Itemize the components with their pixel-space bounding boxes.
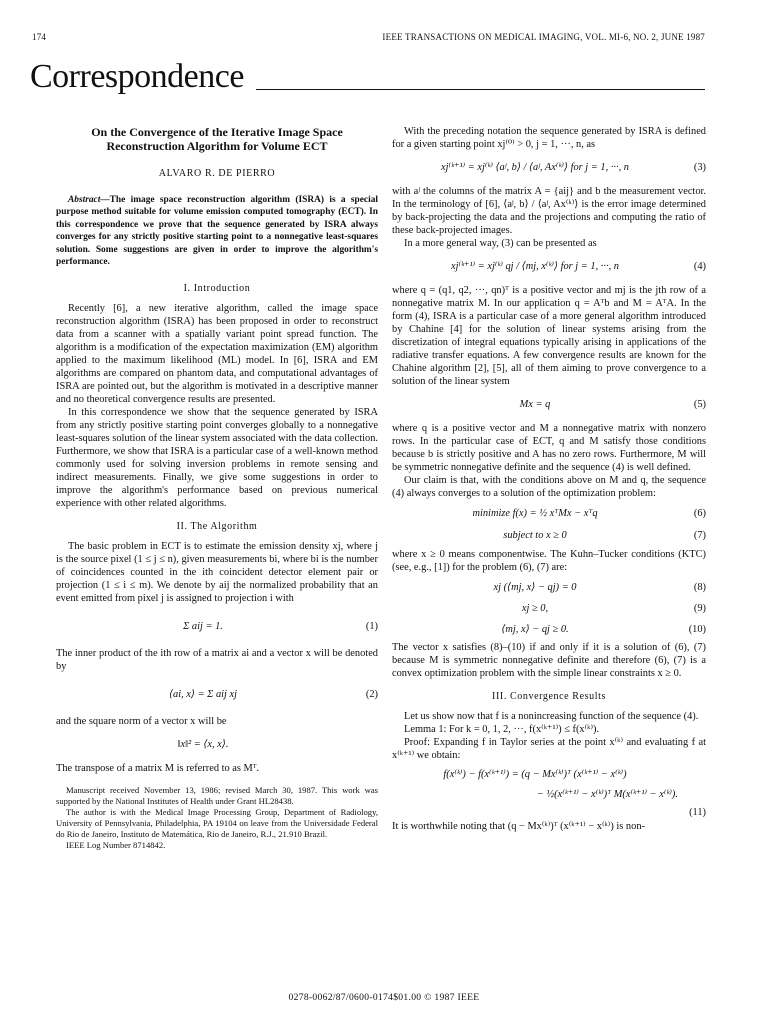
equation-7 <box>392 526 706 544</box>
equation-11a <box>392 766 706 782</box>
equation-body: subject to x ≥ 0 <box>503 530 567 541</box>
paragraph: The transpose of a matrix M is referred to as Mᵀ. <box>56 763 260 775</box>
right-column <box>392 125 706 833</box>
equation-number: (10) <box>688 624 706 635</box>
paragraph: and the square norm of a vector x will be <box>56 716 227 728</box>
heading-convergence: III. Convergence Results <box>492 691 606 702</box>
equation-body: Mx = q <box>519 399 551 410</box>
equation-number: (7) <box>693 530 706 541</box>
lemma: Lemma 1: For k = 0, 1, 2, ···, f(x⁽ᵏ⁺¹⁾) ≤ f(x⁽ᵏ⁾). <box>404 724 600 735</box>
article-title: On the Convergence of the Iterative Image Space Reconstruction Algorithm for Volume ECT <box>91 125 343 153</box>
equation-2 <box>56 677 378 711</box>
equation-body: xj⁽ᵏ⁺¹⁾ = xj⁽ᵏ⁾ ⟨aʲ, b⟩ / ⟨aʲ, Ax⁽ᵏ⁾⟩ for j = 1, ···, n <box>441 162 629 173</box>
equation-body: ⟨mj, x⟩ − qj ≥ 0. <box>501 624 569 635</box>
equation-3 <box>392 155 706 181</box>
abstract-label: Abstract <box>68 195 101 205</box>
abstract <box>56 194 378 268</box>
paragraph: The vector x satisfies (8)–(10) if and only if it is a solution of (6), (7) because M is symmetric nonnegative definite and therefore (6), (7) is a convex optimization problem with the simple linear constraints x ≥ 0. <box>392 642 706 679</box>
equation-body: − ½(x⁽ᵏ⁺¹⁾ − x⁽ᵏ⁾)ᵀ M(x⁽ᵏ⁺¹⁾ − x⁽ᵏ⁾). <box>536 789 678 800</box>
equation-number: (4) <box>693 261 706 272</box>
equation-number: (1) <box>365 621 378 633</box>
equation-6 <box>392 504 706 522</box>
copyright-footer: 0278-0062/87/0600-0174$01.00 © 1987 IEEE <box>288 992 480 1003</box>
equation-9 <box>392 599 706 616</box>
equation-norm <box>56 732 378 758</box>
equation-number: (3) <box>693 162 706 173</box>
equation-1 <box>56 609 378 643</box>
page-number: 174 <box>32 32 47 42</box>
equation-body: xj (⟨mj, x⟩ − qj) = 0 <box>493 582 577 593</box>
equation-body: f(x⁽ᵏ⁾) − f(x⁽ᵏ⁺¹⁾) = (q − Mx⁽ᵏ⁾)ᵀ (x⁽ᵏ⁺¹⁾ − x⁽ᵏ⁾) <box>443 769 627 780</box>
equation-5 <box>392 392 706 418</box>
paragraph: The basic problem in ECT is to estimate the emission density xj, where j is the source pixel (1 ≤ j ≤ n), given measurements bi, where bi is the number of coincidences counted in the ith coincident detector element pair or projection (1 ≤ i ≤ m). We denote by aij the normalized probability that an event emitted from pixel j is assigned to projection i with <box>56 541 378 605</box>
equation-number: (9) <box>693 603 706 614</box>
equation-number: (6) <box>693 508 706 519</box>
footnotes <box>56 785 378 851</box>
heading-introduction: I. Introduction <box>183 283 251 295</box>
equation-body: Σ aij = 1. <box>183 621 223 633</box>
paragraph: It is worthwhile noting that (q − Mx⁽ᵏ⁾)ᵀ (x⁽ᵏ⁺¹⁾ − x⁽ᵏ⁾) is non- <box>392 821 645 832</box>
equation-number: (11) <box>689 807 706 818</box>
left-column <box>56 125 378 851</box>
paragraph: Our claim is that, with the conditions above on M and q, the sequence (4) always converges to a solution of the optimization problem: <box>392 475 706 499</box>
article-author: ALVARO R. DE PIERRO <box>158 168 276 179</box>
equation-body: ⟨ai, x⟩ = Σ aij xj <box>168 689 238 701</box>
abstract-text: —The image space reconstruction algorithm (ISRA) is a special purpose method suitable for volume emission computed tomography (ECT). In this correspondence we prove that the sequence generated by ISRA always converges for any strictly positive starting point to a nonnegative least-squares solution. Some suggestions are given in order to improve the algorithm's performance. <box>56 195 378 268</box>
paragraph: Recently [6], a new iterative algorithm, called the image space reconstruction algorithm (ISRA) has been proposed in order to reconstruct data from a scanner with a spatially variant point spread function. The algorithm is a modification of the expectation maximization (EM) algorithm applied to the maximum likelihood (ML) model. In [6], ISRA and EM algorithms are compared on phantom data, and computational advantages of ISRA are pointed out, but the algorithm is motivated in a descriptive manner and no theoretical convergence results are presented. <box>56 303 378 406</box>
equation-body: minimize f(x) = ½ xᵀMx − xᵀq <box>472 508 598 519</box>
equation-number: (2) <box>365 689 378 701</box>
equation-body: ‖x‖² = ⟨x, x⟩. <box>177 739 229 751</box>
paragraph: with aʲ the columns of the matrix A = {aij} and b the measurement vector. In the terminology of [6], ⟨aʲ, b⟩ / ⟨aʲ, Ax⁽ᵏ⁾⟩ is the error image determined by back-projecting the data and the projections and computing the ratio of these back-projected images. <box>392 186 706 236</box>
paragraph: where q is a positive vector and M a nonnegative matrix with nonzero rows. In the particular case of ECT, q and M satisfy those conditions because b is strictly positive and A has no zero rows. Furthermore, M will be symmetric nonnegative definite and the sequence (4) is well defined. <box>392 423 706 473</box>
equation-body: xj ≥ 0, <box>521 603 549 614</box>
paragraph: In this correspondence we show that the sequence generated by ISRA from any strictly positive starting point converges globally to a nonnegative least-squares solution of the linear system associated with the data collection. Furthermore, we show that ISRA is a particular case of a well-known method commonly used for solving inversion problems in remote sensing and indirect measurements. Finally, we give some suggestions in order to improve the algorithm's performance based on previous numerical experience with other related algorithms. <box>56 407 378 510</box>
equation-4 <box>392 254 706 280</box>
paragraph: With the preceding notation the sequence generated by ISRA is defined for a given starting point xj⁽⁰⁾ > 0, j = 1, ···, n, as <box>392 126 706 150</box>
section-title <box>30 58 705 98</box>
equation-number: (8) <box>693 582 706 593</box>
equation-11-number <box>392 806 706 820</box>
footnote: The author is with the Medical Image Processing Group, Department of Radiology, University of Pennsylvania, Philadelphia, PA 19104 on leave from the Universidade Federal do Rio de Janeiro, Instituto de Matemática, Rio de Janeiro, R.J., 21.910 Brazil. <box>56 807 378 840</box>
section-title-text: Correspondence <box>30 58 244 95</box>
paragraph: where x ≥ 0 means componentwise. The Kuhn–Tucker conditions (KTC) (see, e.g., [1]) for the problem (6), (7) are: <box>392 549 706 573</box>
equation-10 <box>392 620 706 637</box>
footnote: Manuscript received November 13, 1986; revised March 30, 1987. This work was supported by the National Institutes of Health under Grant HL28438. <box>56 785 378 807</box>
equation-number: (5) <box>693 399 706 410</box>
equation-body: xj⁽ᵏ⁺¹⁾ = xj⁽ᵏ⁾ qj / ⟨mj, x⁽ᵏ⁾⟩ for j = 1, ···, n <box>451 261 619 272</box>
paragraph: where q = (q1, q2, ···, qn)ᵀ is a positive vector and mj is the jth row of a nonnegative matrix M. In our application q = Aᵀb and M = AᵀA. In the form (4), ISRA is a particular case of a more general algorithm introduced by Chahine [4] for the solution of linear systems arising from the discretization of integral equations typically arising in applications of the radiative transfer equations. A few convergence results are known for the Chahine algorithm [2], [5], all of them aiming to prove convergence to a solution of the linear system <box>392 285 706 387</box>
paragraph: The inner product of the ith row of a matrix ai and a vector x will be denoted by <box>56 648 378 673</box>
section-title-rule <box>256 89 705 90</box>
footnote: IEEE Log Number 8714842. <box>66 840 166 851</box>
journal-citation: IEEE TRANSACTIONS ON MEDICAL IMAGING, VOL. MI-6, NO. 2, JUNE 1987 <box>382 32 705 42</box>
proof: Proof: Expanding f in Taylor series at the point x⁽ᵏ⁾ and evaluating f at x⁽ᵏ⁺¹⁾ we obtain: <box>392 737 706 761</box>
heading-algorithm: II. The Algorithm <box>176 521 258 533</box>
equation-8 <box>392 578 706 595</box>
paragraph: In a more general way, (3) can be presented as <box>404 238 597 249</box>
equation-11b <box>392 786 706 802</box>
paragraph: Let us show now that f is a nonincreasing function of the sequence (4). <box>404 711 699 722</box>
